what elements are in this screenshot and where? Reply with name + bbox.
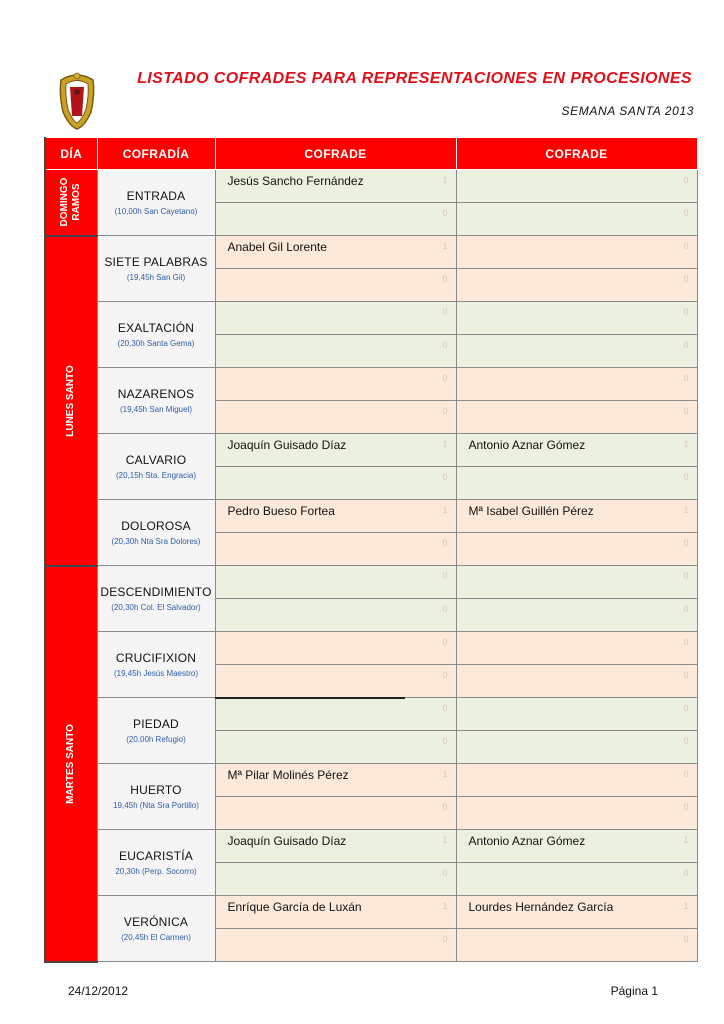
cofrade-count: 0 xyxy=(683,538,689,548)
cofrade-cell[interactable] xyxy=(456,830,697,863)
cofrade-count: 0 xyxy=(442,934,448,944)
cofrade-cell[interactable] xyxy=(456,203,697,236)
cofrade-count: 0 xyxy=(442,736,448,746)
day-label-cell xyxy=(45,236,97,566)
cofrade-count: 1 xyxy=(442,175,448,185)
cofradia-time: (20,45h El Carmen) xyxy=(121,933,191,942)
table-row xyxy=(45,896,697,929)
cofradia-name: HUERTO xyxy=(130,783,182,797)
cofradia-cell xyxy=(97,500,215,566)
cofradia-name: VERÓNICA xyxy=(123,915,189,929)
cofrade-cell[interactable] xyxy=(215,335,456,368)
stray-black-line xyxy=(215,697,405,699)
cofradia-name: DESCENDIMIENTO xyxy=(100,585,212,599)
cofradia-time: (19,45h San Gil) xyxy=(126,273,186,282)
cofrade-count: 0 xyxy=(683,208,689,218)
cofradia-cell xyxy=(97,830,215,896)
cofrade-cell[interactable] xyxy=(456,863,697,896)
cofrade-count: 0 xyxy=(683,274,689,284)
footer-page-number: Página 1 xyxy=(610,984,658,998)
cofrade-count: 0 xyxy=(683,604,689,614)
cofrade-count: 0 xyxy=(442,307,448,317)
cofrade-count: 1 xyxy=(683,505,689,515)
cofrade-name: Antonio Aznar Gómez xyxy=(468,438,586,452)
cofrade-count: 0 xyxy=(442,406,448,416)
cofrade-cell[interactable] xyxy=(215,203,456,236)
cofrade-name: Joaquín Guisado Díaz xyxy=(227,438,347,452)
cofrade-cell[interactable] xyxy=(215,434,456,467)
cofrade-count: 1 xyxy=(683,835,689,845)
table-row xyxy=(45,764,697,797)
table-row xyxy=(45,236,697,269)
cofrade-cell[interactable] xyxy=(456,566,697,599)
cofrade-cell[interactable] xyxy=(215,269,456,302)
cofrade-cell[interactable] xyxy=(456,170,697,203)
brotherhood-crest-logo xyxy=(55,72,99,130)
day-label: DOMINGO RAMOS xyxy=(59,177,83,227)
cofrade-cell[interactable] xyxy=(456,797,697,830)
cofrade-cell[interactable] xyxy=(215,500,456,533)
cofrade-cell[interactable] xyxy=(215,302,456,335)
cofradia-cell xyxy=(97,632,215,698)
cofradia-time: 19,45h (Nta Sra Portillo) xyxy=(113,801,199,810)
cofradia-time: (20,30h Col. El Salvador) xyxy=(111,603,201,612)
table-row xyxy=(45,566,697,599)
cofrade-count: 0 xyxy=(683,769,689,779)
day-label-cell xyxy=(45,170,97,236)
cofrade-cell[interactable] xyxy=(215,731,456,764)
cofrade-count: 0 xyxy=(683,703,689,713)
cofrade-count: 1 xyxy=(442,505,448,515)
cofrade-cell[interactable] xyxy=(456,434,697,467)
cofrade-cell[interactable] xyxy=(456,533,697,566)
table-row xyxy=(45,170,697,203)
cofrade-count: 0 xyxy=(683,934,689,944)
cofrade-cell[interactable] xyxy=(456,269,697,302)
cofrade-cell[interactable] xyxy=(215,863,456,896)
cofrade-count: 0 xyxy=(683,571,689,581)
cofrade-count: 0 xyxy=(683,307,689,317)
cofradia-time: 20,30h (Perp. Socorro) xyxy=(115,867,197,876)
cofrade-cell[interactable] xyxy=(215,896,456,929)
table-row xyxy=(45,500,697,533)
cofrade-name: Jesús Sancho Fernández xyxy=(227,174,364,188)
cofradia-name: NAZARENOS xyxy=(117,387,195,401)
cofrade-count: 0 xyxy=(442,637,448,647)
cofradia-cell xyxy=(97,698,215,764)
cofrade-cell[interactable] xyxy=(215,467,456,500)
cofrade-count: 1 xyxy=(442,901,448,911)
cofrade-count: 1 xyxy=(683,439,689,449)
cofrade-cell[interactable] xyxy=(215,830,456,863)
cofrade-count: 0 xyxy=(442,571,448,581)
cofradia-name: ENTRADA xyxy=(126,189,186,203)
cofrade-count: 0 xyxy=(683,736,689,746)
cofrade-cell[interactable] xyxy=(215,566,456,599)
cofradia-cell xyxy=(97,896,215,962)
cofradia-cell xyxy=(97,302,215,368)
cofrade-count: 0 xyxy=(442,670,448,680)
cofrade-name: Antonio Aznar Gómez xyxy=(468,834,586,848)
cofrade-count: 0 xyxy=(442,274,448,284)
cofrade-count: 0 xyxy=(683,175,689,185)
cofrade-count: 0 xyxy=(442,373,448,383)
cofrade-cell[interactable] xyxy=(456,665,697,698)
cofrade-cell[interactable] xyxy=(456,302,697,335)
cofradia-name: SIETE PALABRAS xyxy=(104,255,208,269)
cofradia-time: (10,00h San Cayetano) xyxy=(114,207,198,216)
cofrade-cell[interactable] xyxy=(456,335,697,368)
procession-assignments-table xyxy=(44,137,698,963)
cofradia-name: EXALTACIÓN xyxy=(117,321,195,335)
cofradia-time: (20,15h Sta. Engracia) xyxy=(115,471,197,480)
cofradia-cell xyxy=(97,566,215,632)
table-row xyxy=(45,302,697,335)
cofrade-count: 1 xyxy=(683,901,689,911)
cofrade-count: 0 xyxy=(442,802,448,812)
cofrade-cell[interactable] xyxy=(456,929,697,962)
header-cofrade-2: COFRADE xyxy=(456,138,697,170)
cofradia-time: (19,45h San Miguel) xyxy=(119,405,193,414)
cofrade-cell[interactable] xyxy=(456,896,697,929)
cofrade-count: 0 xyxy=(442,208,448,218)
header-dia: DÍA xyxy=(45,138,97,170)
header-cofradia: COFRADÍA xyxy=(97,138,215,170)
cofradia-cell xyxy=(97,170,215,236)
document-subtitle: SEMANA SANTA 2013 xyxy=(561,104,694,118)
cofradia-name: CRUCIFIXION xyxy=(115,651,197,665)
cofrade-count: 1 xyxy=(442,241,448,251)
cofrade-count: 0 xyxy=(442,604,448,614)
cofrade-count: 0 xyxy=(683,868,689,878)
cofrade-cell[interactable] xyxy=(456,764,697,797)
day-label-cell xyxy=(45,566,97,962)
table-header-row xyxy=(45,138,697,170)
cofrade-name: Pedro Bueso Fortea xyxy=(227,504,335,518)
cofrade-cell[interactable] xyxy=(456,698,697,731)
cofrade-count: 0 xyxy=(683,670,689,680)
day-label: MARTES SANTO xyxy=(65,723,77,804)
cofradia-cell xyxy=(97,764,215,830)
cofrade-count: 1 xyxy=(442,439,448,449)
cofrade-name: Enríque García de Luxán xyxy=(227,900,362,914)
day-label: LUNES SANTO xyxy=(65,364,77,437)
cofradia-time: (20,30h Santa Gema) xyxy=(117,339,195,348)
cofradia-name: PIEDAD xyxy=(133,717,179,731)
cofrade-count: 0 xyxy=(683,637,689,647)
cofrade-name: Lourdes Hernández García xyxy=(468,900,614,914)
cofrade-cell[interactable] xyxy=(456,368,697,401)
cofrade-count: 0 xyxy=(442,868,448,878)
cofrade-name: Anabel Gil Lorente xyxy=(227,240,327,254)
cofrade-name: Mª Pilar Molinés Pérez xyxy=(227,768,349,782)
cofrade-count: 0 xyxy=(442,538,448,548)
cofrade-cell[interactable] xyxy=(456,500,697,533)
cofrade-cell[interactable] xyxy=(456,632,697,665)
cofrade-cell[interactable] xyxy=(215,236,456,269)
cofradia-cell xyxy=(97,368,215,434)
table-row xyxy=(45,368,697,401)
cofrade-count: 0 xyxy=(442,703,448,713)
cofrade-count: 0 xyxy=(683,472,689,482)
cofrade-cell[interactable] xyxy=(456,401,697,434)
cofrade-count: 1 xyxy=(442,769,448,779)
cofrade-cell[interactable] xyxy=(215,368,456,401)
cofradia-cell xyxy=(97,434,215,500)
table-row xyxy=(45,698,697,731)
footer-date: 24/12/2012 xyxy=(68,984,129,998)
cofrade-cell[interactable] xyxy=(215,170,456,203)
cofradia-time: (20,00h Refugio) xyxy=(126,735,186,744)
table-row xyxy=(45,632,697,665)
cofrade-cell[interactable] xyxy=(456,731,697,764)
cofradia-cell xyxy=(97,236,215,302)
cofrade-cell[interactable] xyxy=(215,533,456,566)
cofradia-time: (19,45h Jesús Maestro) xyxy=(113,669,199,678)
cofrade-cell[interactable] xyxy=(215,401,456,434)
cofrade-cell[interactable] xyxy=(215,665,456,698)
table-row xyxy=(45,830,697,863)
cofrade-cell[interactable] xyxy=(456,467,697,500)
cofrade-count: 0 xyxy=(683,406,689,416)
cofrade-cell[interactable] xyxy=(215,797,456,830)
header-cofrade-1: COFRADE xyxy=(215,138,456,170)
cofradia-name: CALVARIO xyxy=(125,453,187,467)
cofrade-count: 0 xyxy=(683,340,689,350)
cofrade-count: 0 xyxy=(683,802,689,812)
cofrade-cell[interactable] xyxy=(215,599,456,632)
cofrade-count: 0 xyxy=(683,241,689,251)
cofradia-time: (20,30h Nta Sra Dolores) xyxy=(111,537,201,546)
cofrade-cell[interactable] xyxy=(215,764,456,797)
document-title: LISTADO COFRADES PARA REPRESENTACIONES EN PROCESIONES xyxy=(137,70,692,87)
table-row xyxy=(45,434,697,467)
cofradia-name: DOLOROSA xyxy=(121,519,191,533)
cofrade-count: 1 xyxy=(442,835,448,845)
cofrade-cell[interactable] xyxy=(215,929,456,962)
cofrade-count: 0 xyxy=(442,472,448,482)
cofradia-name: EUCARISTÍA xyxy=(118,849,193,863)
cofrade-cell[interactable] xyxy=(456,236,697,269)
cofrade-cell[interactable] xyxy=(456,599,697,632)
cofrade-count: 0 xyxy=(442,340,448,350)
cofrade-name: Mª Isabel Guillén Pérez xyxy=(468,504,594,518)
cofrade-cell[interactable] xyxy=(215,698,456,731)
cofrade-cell[interactable] xyxy=(215,632,456,665)
cofrade-name: Joaquín Guisado Díaz xyxy=(227,834,347,848)
cofrade-count: 0 xyxy=(683,373,689,383)
